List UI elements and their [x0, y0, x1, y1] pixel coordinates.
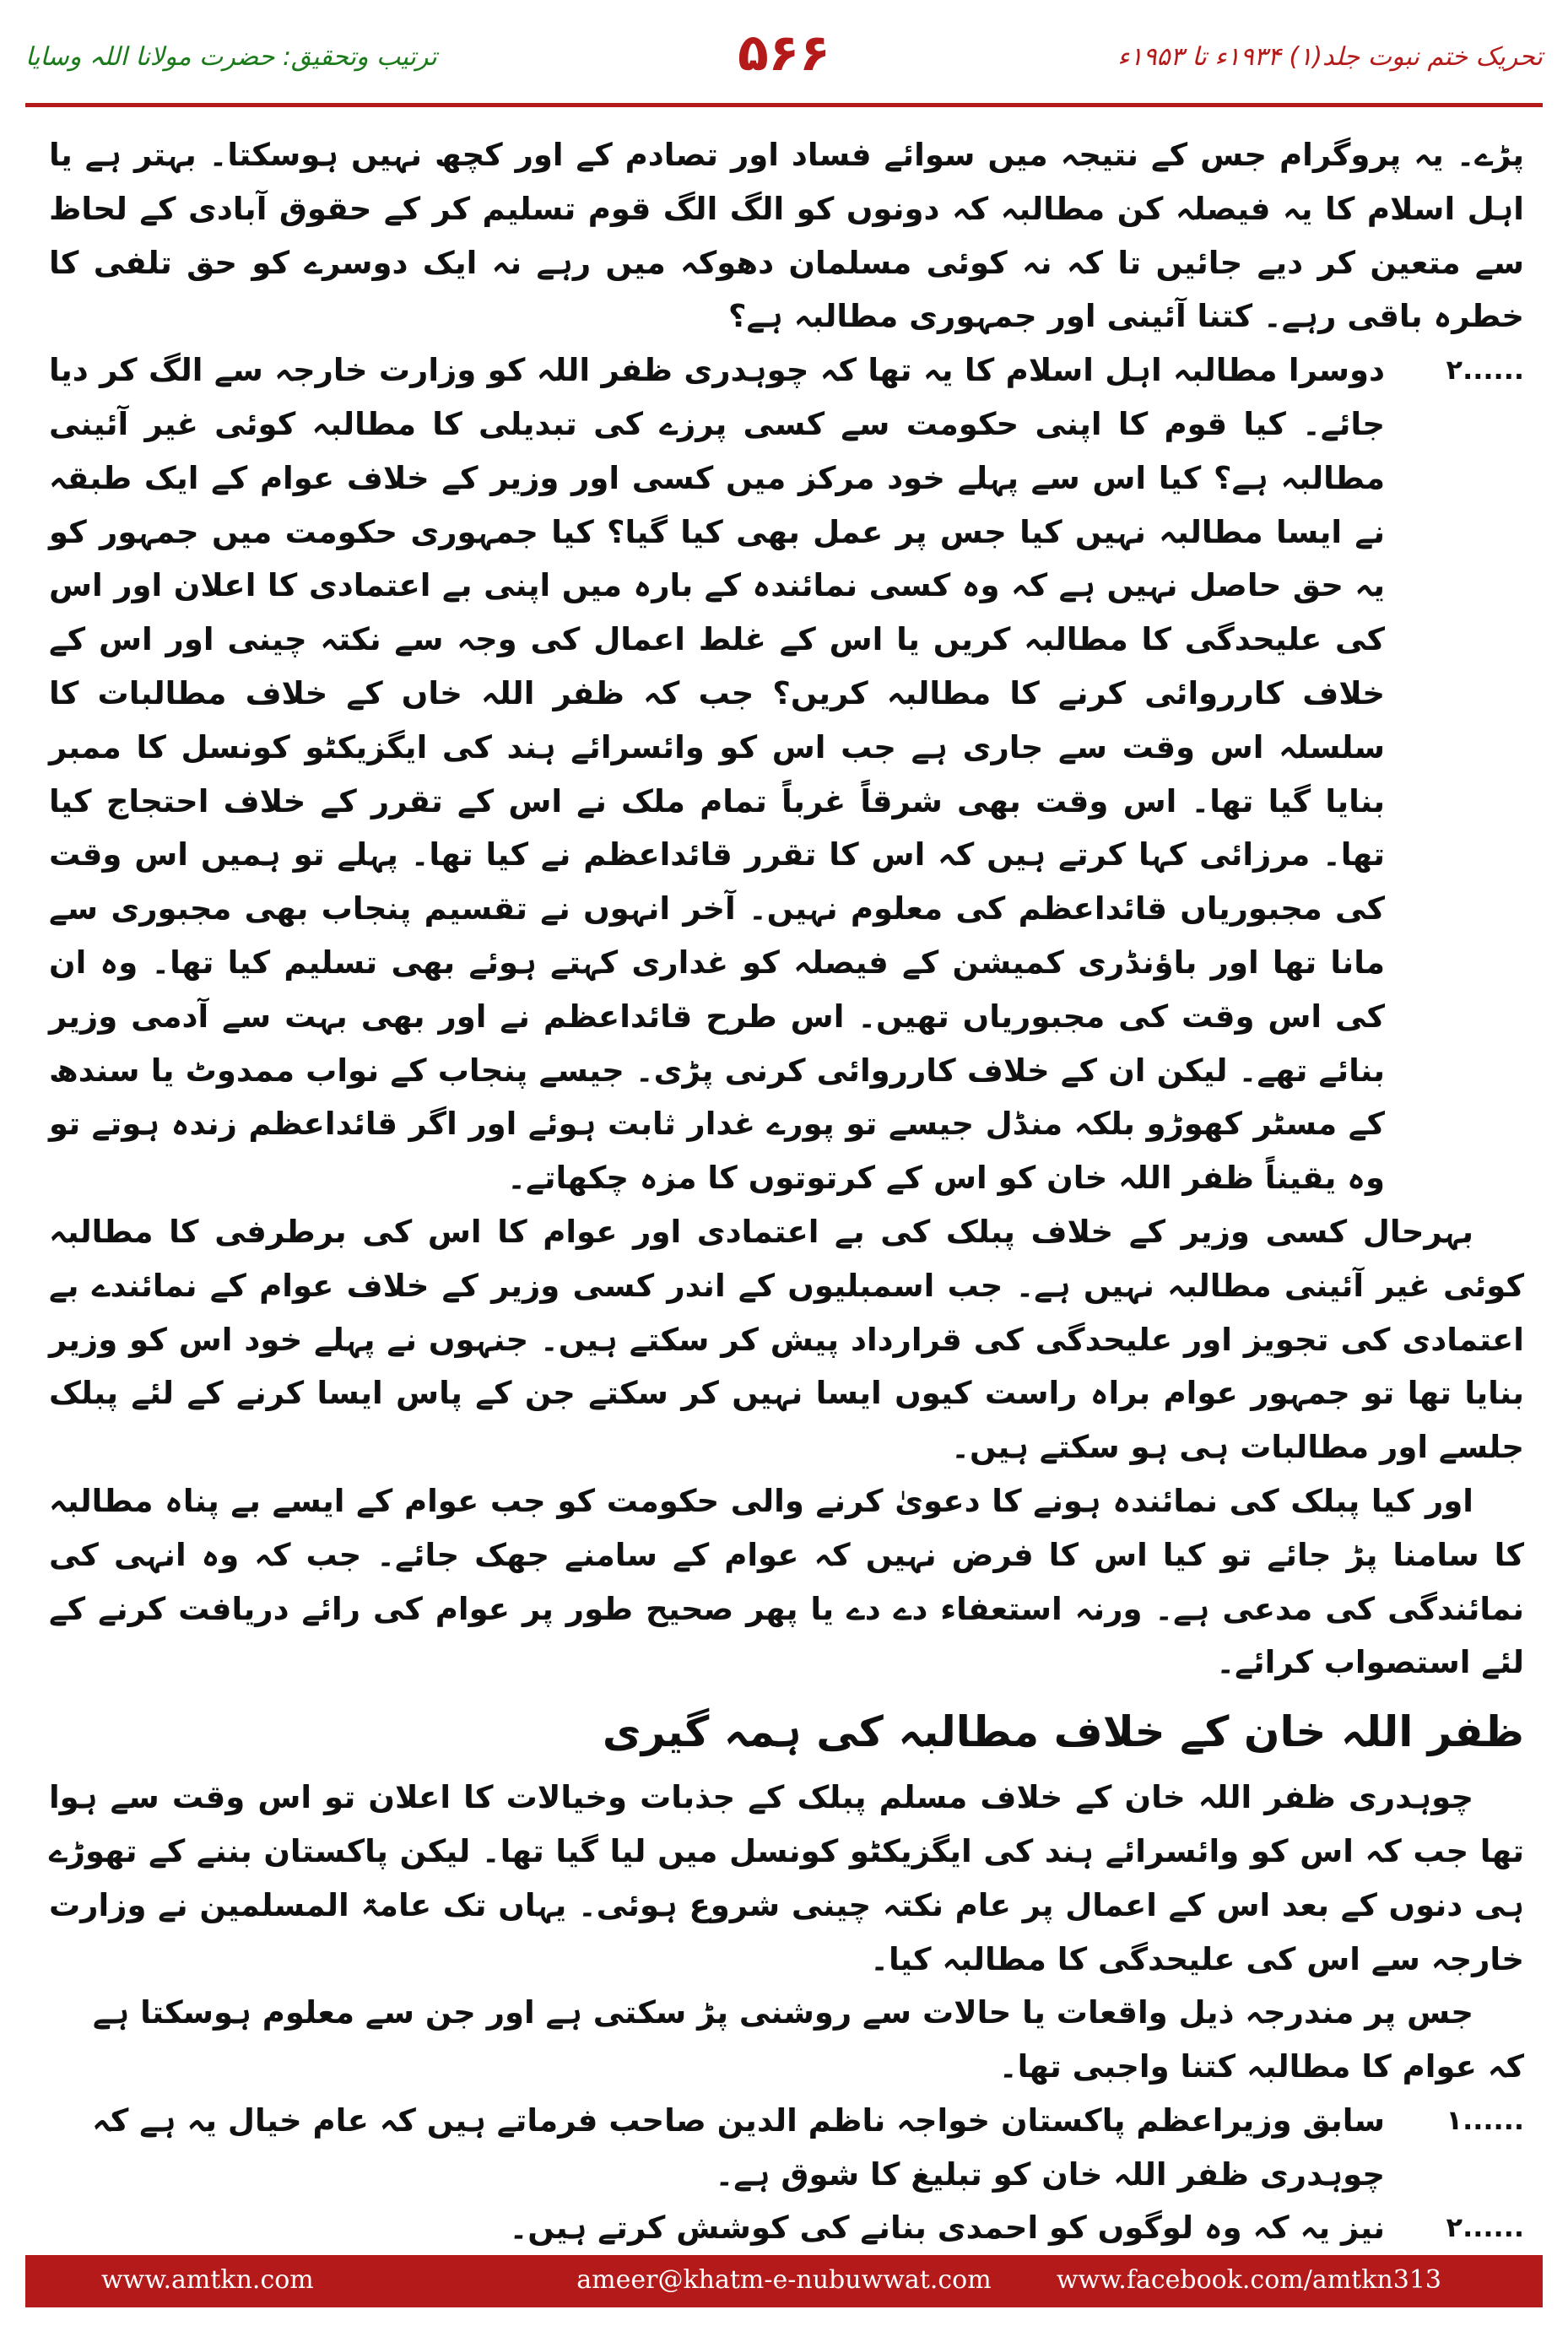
paragraph-1: پڑے۔ یہ پروگرام جس کے نتیجہ میں سوائے فساد اور تصادم کے اور کچھ نہیں ہوسکتا۔ بہتر ہے یا اہل اسلام کا یہ فیصلہ کن مطالبہ کہ دونوں کو الگ الگ قوم تسلیم کر کے حقوق آبادی کے لحاظ سے متعین کر دیے جائیں تا کہ نہ کوئی مسلمان دھوکہ میں رہے نہ ایک دوسرے کو حق تلفی کا خطرہ باقی رہے۔ کتنا آئینی اور جمہوری مطالبہ ہے؟ [49, 137, 1524, 335]
page-number: ۵۶۶ [738, 24, 830, 83]
paragraph-8 [49, 2201, 1524, 2255]
footer-email-link[interactable]: ameer@khatm-e-nubuwwat.com [576, 2265, 992, 2295]
paragraph-6: جس پر مندرجہ ذیل واقعات یا حالات سے روشنی پڑ سکتی ہے اور جن سے معلوم ہوسکتا ہے کہ عوام کا مطالبہ کتنا واجبی تھا۔ [92, 1994, 1524, 2085]
paragraph-2-number: ۲...... [1446, 354, 1524, 387]
header-book-title: تحریک ختم نبوت جلد(۱) ۱۹۳۴ء تا ۱۹۵۳ء [1117, 42, 1543, 72]
header-divider [25, 103, 1543, 107]
paragraph-4: اور کیا پبلک کی نمائندہ ہونے کا دعویٰ کرنے والی حکومت کو جب عوام کے ایسے بے پناہ مطالبہ کا سامنا پڑ جائے تو کیا اس کا فرض نہیں کہ عوام کے سامنے جھک جائے۔ جب کہ وہ انہی کی نمائندگی کی مدعی ہے۔ ورنہ استعفاء دے دے یا پھر صحیح طور پر عوام کی رائے دریافت کرنے کے لئے استصواب کرائے۔ [49, 1482, 1524, 1681]
paragraph-8-text: نیز یہ کہ وہ لوگوں کو احمدی بنانے کی کوشش کرتے ہیں۔ [509, 2209, 1385, 2247]
page-header [25, 24, 1543, 91]
paragraph-7-number: ۱...... [1446, 2103, 1524, 2136]
paragraph-3: بہرحال کسی وزیر کے خلاف پبلک کی بے اعتمادی اور عوام کا اس کی برطرفی کا مطالبہ کوئی غیر آئینی مطالبہ نہیں ہے۔ جب اسمبلیوں کے اندر کسی وزیر کے خلاف عوام کے نمائندے بے اعتمادی کی تجویز اور علیحدگی کی قرارداد پیش کر سکتے ہیں۔ جنہوں نے پہلے خود اس کو وزیر بنایا تھا تو جمہور عوام براہ راست کیوں ایسا نہیں کر سکتے جن کے پاس ایسا کرنے کے لئے پبلک جلسے اور مطالبات ہی ہو سکتے ہیں۔ [49, 1213, 1524, 1466]
page-footer [25, 2255, 1543, 2307]
paragraph-5: چوہدری ظفر اللہ خان کے خلاف مسلم پبلک کے جذبات وخیالات کا اعلان تو اس وقت سے ہوا تھا جب کہ اس کو وائسرائے ہند کی ایگزیکٹو کونسل میں لیا گیا تھا۔ لیکن پاکستان بننے کے تھوڑے ہی دنوں کے بعد اس کے اعمال پر عام نکتہ چینی شروع ہوئی۔ یہاں تک عامۃ المسلمین نے وزارت خارجہ سے اس کی علیحدگی کا مطالبہ کیا۔ [49, 1779, 1524, 1977]
footer-website-link[interactable]: www.amtkn.com [101, 2265, 314, 2295]
paragraph-8-number: ۲...... [1446, 2211, 1524, 2244]
page-body [49, 128, 1524, 2255]
paragraph-2-text: دوسرا مطالبہ اہل اسلام کا یہ تھا کہ چوہدری ظفر اللہ کو وزارت خارجہ سے الگ کر دیا جائے۔ کیا قوم کا اپنی حکومت سے کسی پرزے کی تبدیلی کا مطالبہ کوئی غیر آئینی مطالبہ ہے؟ کیا اس سے پہلے خود مرکز میں کسی اور وزیر کے خلاف عوام کے ایک طبقہ نے ایسا مطالبہ نہیں کیا جس پر عمل بھی کیا گیا؟ کیا جمہوری حکومت میں جمہور کو یہ حق حاصل نہیں ہے کہ وہ کسی نمائندہ کے بارہ میں اپنی بے اعتمادی کا اعلان اور اس کی علیحدگی کا مطالبہ کریں یا اس کے غلط اعمال کی وجہ سے نکتہ چینی اور اس کے خلاف کارروائی کرنے کا مطالبہ کریں؟ جب کہ ظفر اللہ خاں کے خلاف مطالبات کا سلسلہ اس وقت سے جاری ہے جب اس کو وائسرائے ہند کی ایگزیکٹو کونسل کا ممبر بنایا گیا تھا۔ اس وقت بھی شرقاً غرباً تمام ملک نے اس کے تقرر کے خلاف احتجاج کیا تھا۔ مرزائی کہا کرتے ہیں کہ اس کا تقرر قائداعظم نے کیا تھا۔ پہلے تو ہمیں اس وقت کی مجبوریاں قائداعظم کی معلوم نہیں۔ آخر انہوں نے تقسیم پنجاب بھی مجبوری سے مانا تھا اور باؤنڈری کمیشن کے فیصلہ کو غداری کہتے ہوئے بھی تسلیم کیا تھا۔ وہ ان کی اس وقت کی مجبوریاں تھیں۔ اس طرح قائداعظم نے اور بھی بہت سے آدمی وزیر بنائے تھے۔ لیکن ان کے خلاف کارروائی کرنی پڑی۔ جیسے پنجاب کے نواب ممدوٹ یا سندھ کے مسٹر کھوڑو بلکہ منڈل جیسے تو پورے غدار ثابت ہوئے اور اگر قائداعظم زندہ ہوتے تو وہ یقیناً ظفر اللہ خان کو اس کے کرتوتوں کا مزہ چکھاتے۔ [49, 352, 1385, 1197]
header-author: ترتیب وتحقیق: حضرت مولانا اللہ وسایا [25, 42, 437, 72]
paragraph-2 [49, 343, 1524, 1205]
section-heading: ظفر اللہ خان کے خلاف مطالبہ کی ہمہ گیری [602, 1707, 1524, 1757]
footer-facebook-link[interactable]: www.facebook.com/amtkn313 [1056, 2265, 1441, 2295]
paragraph-7-text: سابق وزیراعظم پاکستان خواجہ ناظم الدین صاحب فرماتے ہیں کہ عام خیال یہ ہے کہ چوہدری ظفر اللہ خان کو تبلیغ کا شوق ہے۔ [92, 2101, 1385, 2193]
paragraph-7 [49, 2094, 1524, 2202]
